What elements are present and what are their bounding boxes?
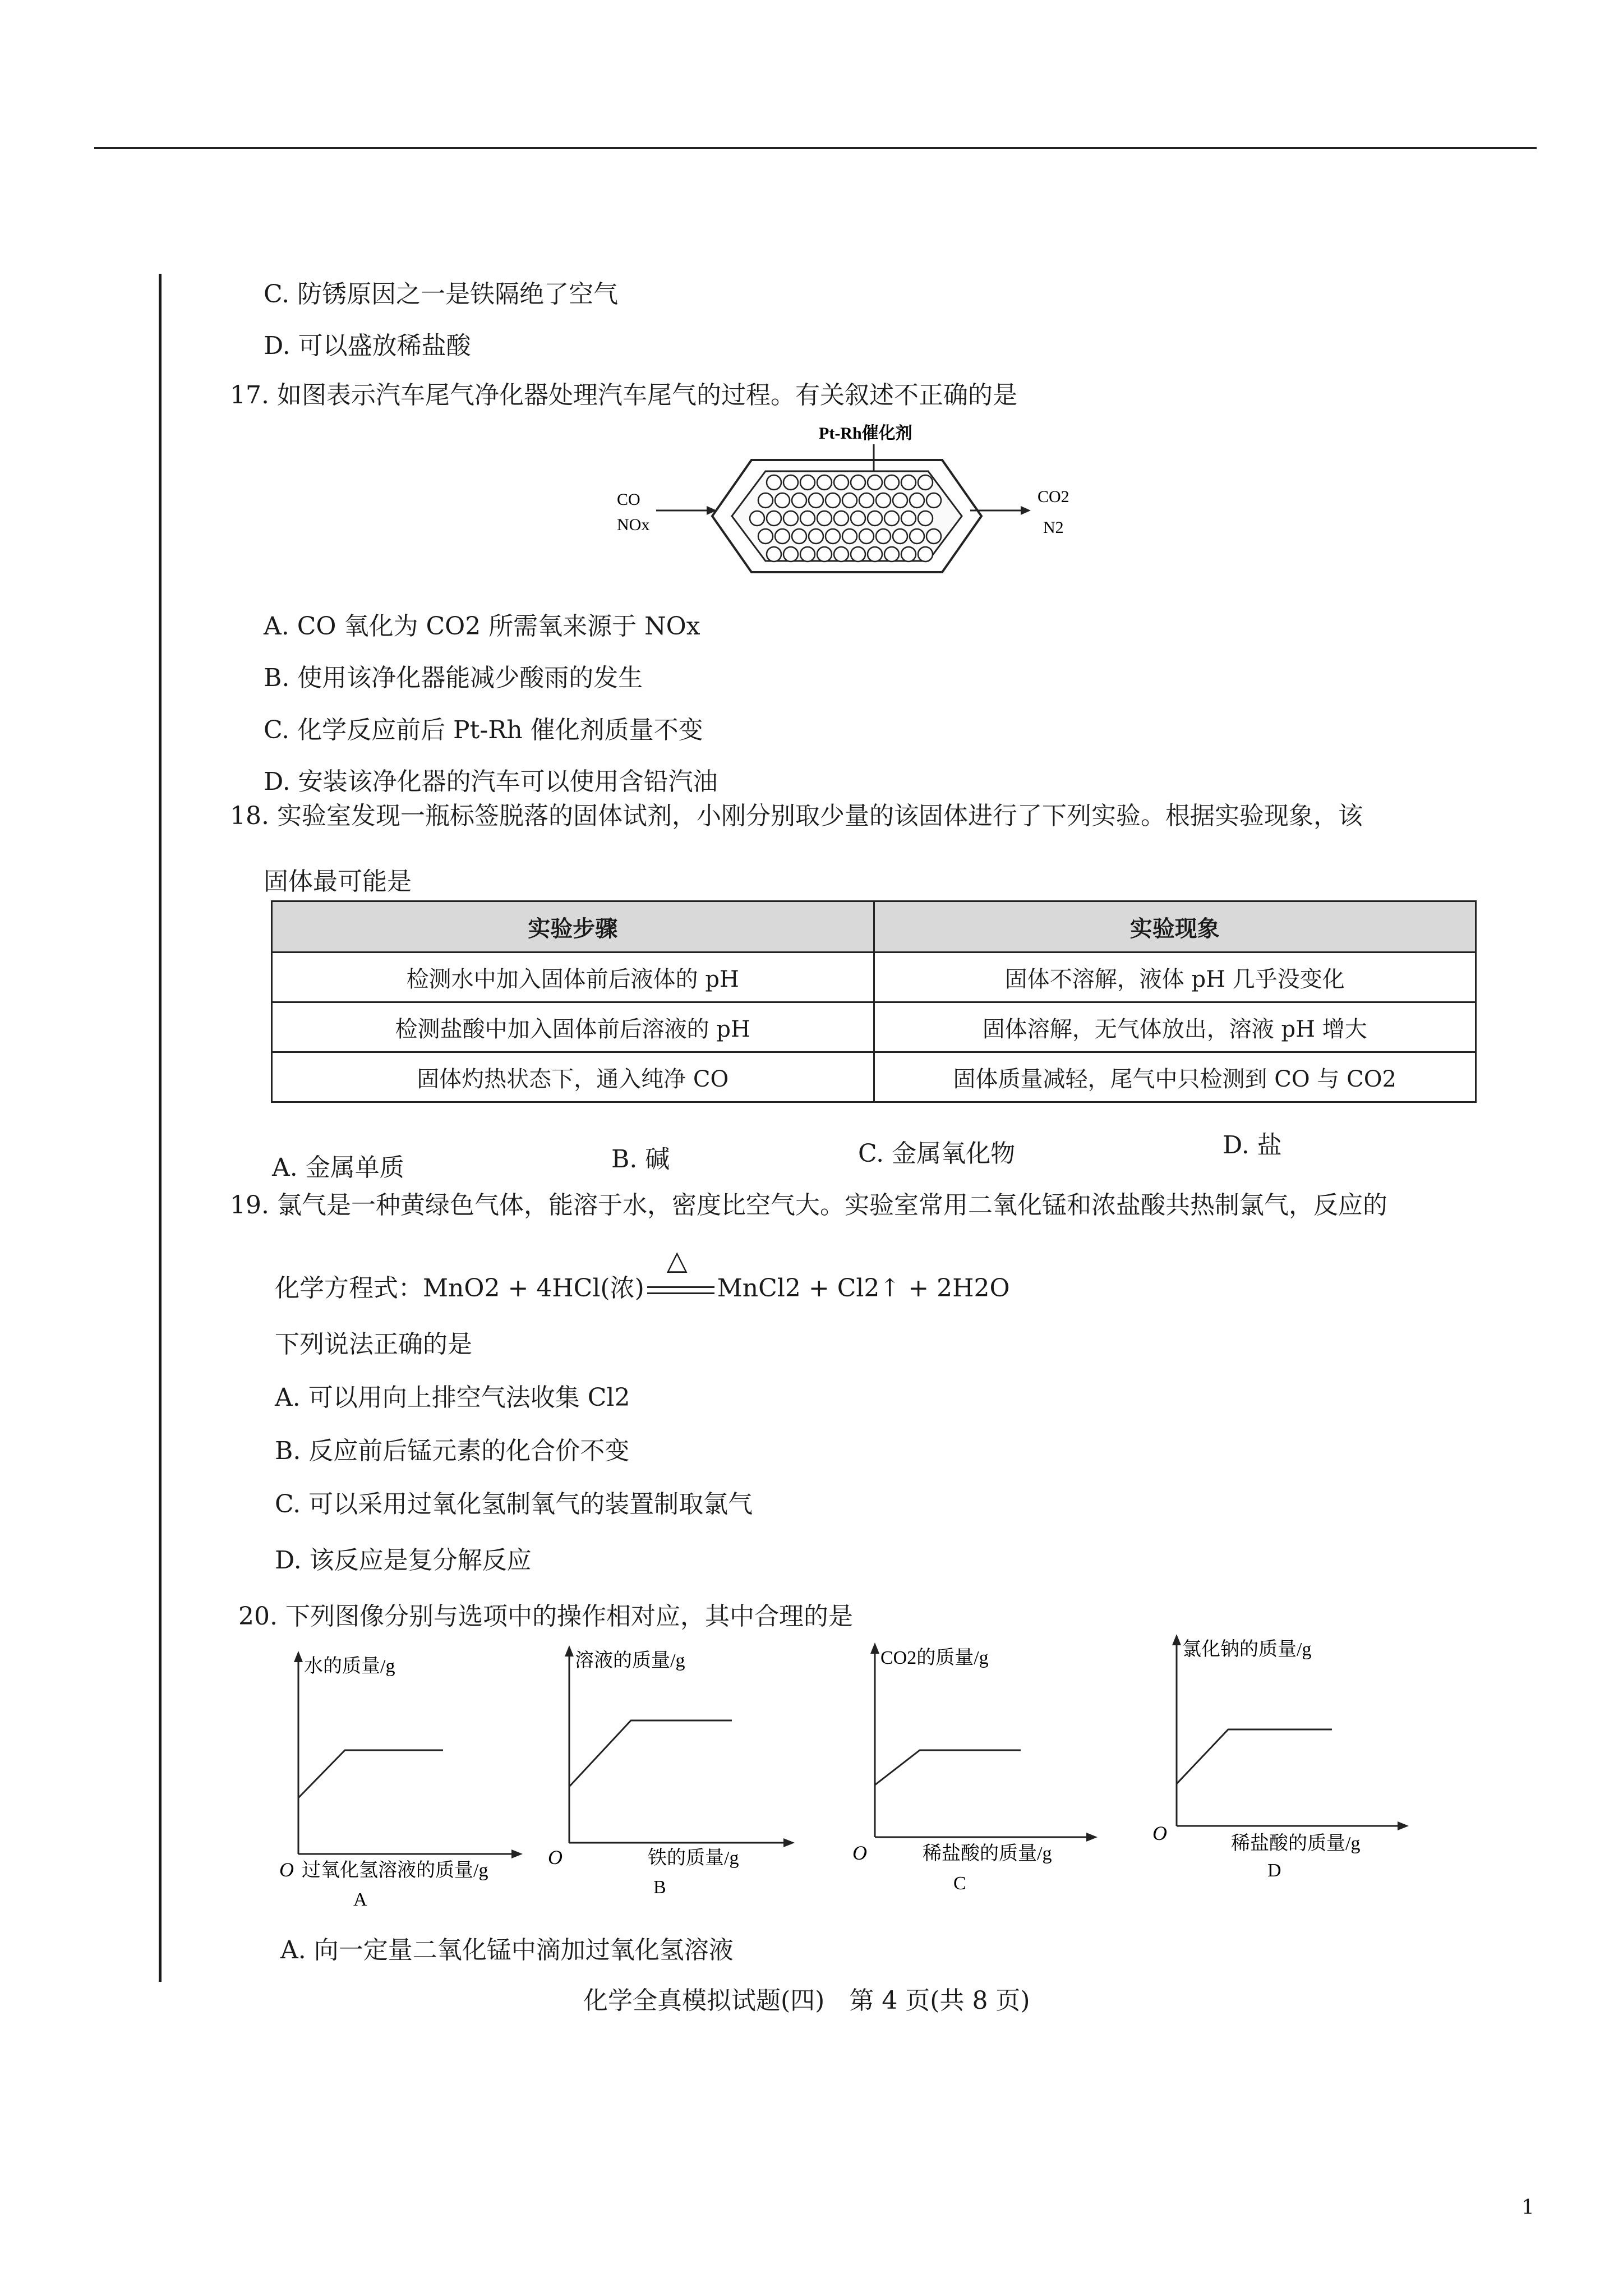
equation-products: MnCl2 + Cl2↑ + 2H2O [717,1274,1010,1303]
graph-c-origin: O [852,1842,867,1864]
graph-a-xlabel: 过氧化氢溶液的质量/g [302,1860,488,1881]
q19-option-a: A. 可以用向上排空气法收集 Cl2 [275,1383,630,1412]
table-header-cell: 实验现象 [874,901,1476,953]
graph-b-origin: O [548,1846,562,1869]
table-cell: 固体灼热状态下，通入纯净 CO [272,1052,874,1102]
equation-condition-arrow [644,1245,717,1303]
graph-c-ylabel: CO2的质量/g [880,1648,989,1668]
graph-a-origin: O [279,1858,294,1881]
graph-d [1150,1630,1430,1899]
top-rule [94,147,1537,149]
table-row [272,953,1476,1002]
q17-option-c: C. 化学反应前后 Pt-Rh 催化剂质量不变 [264,716,703,744]
q20-stem: 20. 下列图像分别与选项中的操作相对应，其中合理的是 [238,1602,853,1631]
page-number: 1 [1521,2196,1534,2219]
table-cell: 固体质量减轻，尾气中只检测到 CO 与 CO2 [874,1052,1476,1102]
input-nox: NOx [617,516,650,534]
q17-option-d: D. 安装该净化器的汽车可以使用含铅汽油 [264,767,718,796]
q16-option-d: D. 可以盛放稀盐酸 [264,332,471,360]
table-header-cell: 实验步骤 [272,901,874,953]
graph-c-xlabel: 稀盐酸的质量/g [923,1843,1052,1864]
q17-stem: 17. 如图表示汽车尾气净化器处理汽车尾气的过程。有关叙述不正确的是 [230,381,1017,409]
graph-d-ylabel: 氯化钠的质量/g [1182,1639,1312,1660]
q17-option-a: A. CO 氧化为 CO2 所需氧来源于 NOx [264,612,700,641]
table-cell: 固体溶解，无气体放出，溶液 pH 增大 [874,1002,1476,1052]
experiment-table [271,900,1477,1103]
table-cell: 固体不溶解，液体 pH 几乎没变化 [874,953,1476,1002]
graph-d-letter: D [1267,1860,1281,1881]
q19-option-d: D. 该反应是复分解反应 [275,1546,532,1575]
q19-option-c: C. 可以采用过氧化氢制氧气的装置制取氯气 [275,1490,753,1519]
catalyst-label: Pt-Rh催化剂 [819,424,912,443]
q18-option-c: C. 金属氧化物 [858,1139,1016,1168]
q18-stem-line2: 固体最可能是 [264,867,412,896]
page-footer: 化学全真模拟试题(四) 第 4 页(共 8 页) [583,1986,1030,2015]
graph-d-xlabel: 稀盐酸的质量/g [1231,1833,1361,1854]
heat-symbol: △ [666,1245,688,1276]
q19-sub-question: 下列说法正确的是 [275,1330,472,1359]
q17-option-b: B. 使用该净化器能减少酸雨的发生 [264,664,643,692]
equation-reactants: MnO2 + 4HCl(浓) [423,1274,644,1303]
graph-a-letter: A [353,1889,367,1910]
q16-option-c: C. 防锈原因之一是铁隔绝了空气 [264,280,619,309]
q20-option-a: A. 向一定量二氧化锰中滴加过氧化氢溶液 [280,1936,734,1964]
q18-option-b: B. 碱 [611,1145,670,1174]
q18-option-d: D. 盐 [1223,1131,1282,1159]
table-cell: 检测水中加入固体前后液体的 pH [272,953,874,1002]
catalytic-converter-figure [617,415,1088,589]
graph-a-ylabel: 水的质量/g [304,1656,395,1677]
q19-equation [275,1245,1010,1304]
graph-b-xlabel: 铁的质量/g [648,1848,739,1869]
graph-c-letter: C [953,1873,966,1894]
graph-b-letter: B [653,1877,666,1898]
binding-margin-line [159,274,162,1982]
equation-label: 化学方程式： [275,1274,423,1303]
output-n2: N2 [1043,518,1064,537]
table-cell: 检测盐酸中加入固体前后溶液的 pH [272,1002,874,1052]
graph-b [541,1641,810,1910]
graph-a [269,1646,538,1916]
table-row [272,1052,1476,1102]
q19-option-b: B. 反应前后锰元素的化合价不变 [275,1437,630,1465]
table-header-row [272,901,1476,953]
graph-c [841,1638,1110,1907]
q18-option-a: A. 金属单质 [272,1153,404,1182]
input-co: CO [617,490,640,509]
graph-d-origin: O [1152,1822,1167,1844]
table-row [272,1002,1476,1052]
output-co2: CO2 [1038,487,1069,506]
q19-stem: 19. 氯气是一种黄绿色气体，能溶于水，密度比空气大。实验室常用二氧化锰和浓盐酸共热制氯气，反应的 [230,1191,1387,1220]
graph-b-ylabel: 溶液的质量/g [575,1650,685,1671]
q18-stem-line1: 18. 实验室发现一瓶标签脱落的固体试剂，小刚分别取少量的该固体进行了下列实验。根据实验现象，该 [230,802,1363,830]
